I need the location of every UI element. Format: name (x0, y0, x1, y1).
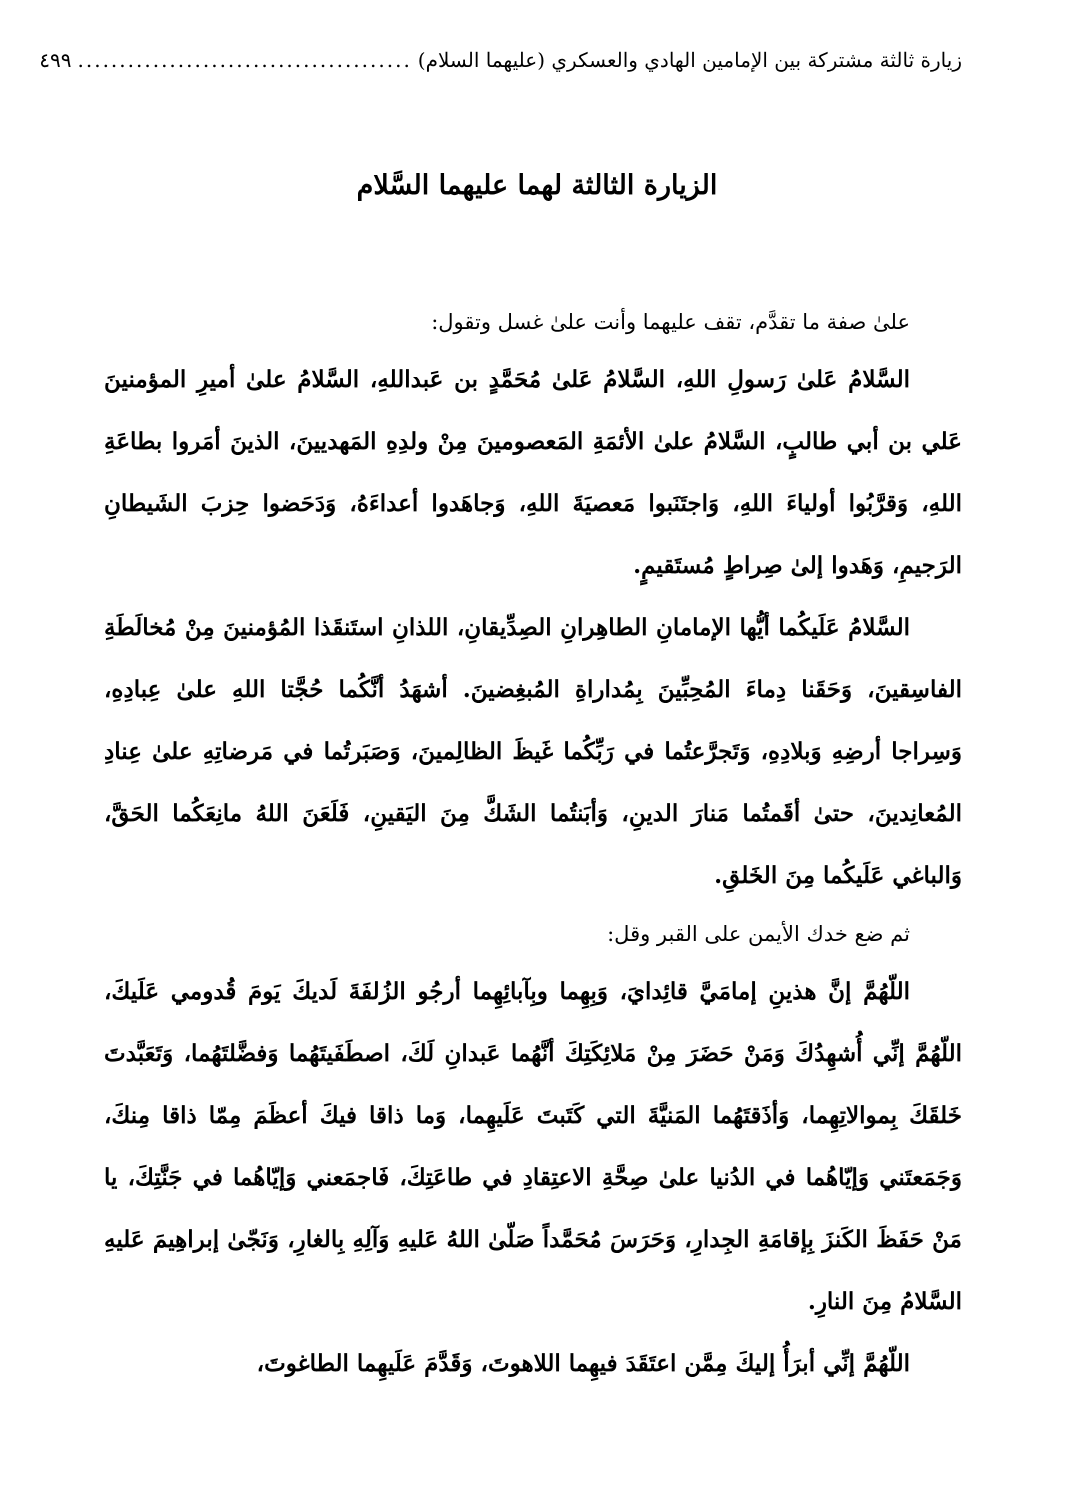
body-text (104, 295, 962, 1395)
page-number: ٤٩٩ (39, 48, 72, 72)
header-title: زيارة ثالثة مشتركة بين الإمامين الهادي والعسكري (عليهما السلام) (417, 48, 962, 72)
prayer-paragraph-2: السَّلامُ عَلَيكُما أيُّها الإمامانِ الطاهِرانِ الصِدِّيقانِ، اللذانِ استَنقَذا المُؤمنينَ مِنْ مُخالَطَةِ الفاسِقينَ، وَحَقَنا دِماءَ المُحِبِّينَ بِمُداراةِ المُبغِضينَ. أشهَدُ أنَّكُما حُجَّتا اللهِ علىٰ عِبادِهِ، وَسِراجا أرضِهِ وَبلادِهِ، وَتَجرَّعتُما في رَبِّكُما غَيظَ الظالِمينَ، وَصَبَرتُما في مَرضاتِهِ علىٰ عِنادِ المُعانِدينَ، حتىٰ أقَمتُما مَنارَ الدينِ، وَأبَنتُما الشَكَّ مِنَ اليَقينِ، فَلَعَنَ اللهُ مانِعَكُما الحَقَّ، وَالباغي عَلَيكُما مِنَ الخَلقِ. (104, 614, 962, 889)
instruction-1: علىٰ صفة ما تقدَّم، تقف عليهما وأنت علىٰ غسل وتقول: (431, 310, 910, 334)
prayer-paragraph-1: السَّلامُ عَلىٰ رَسولِ اللهِ، السَّلامُ عَلىٰ مُحَمَّدٍ بن عَبداللهِ، السَّلامُ علىٰ أميرِ المؤمنينَ عَلي بن أبي طالبٍ، السَّلامُ علىٰ الأئمَةِ المَعصومينَ مِنْ ولدِهِ المَهديينَ، الذينَ أمَروا بطاعَةِ اللهِ، وَقرَّبُوا أولياءَ اللهِ، وَاجتَنَبوا مَعصيَةَ اللهِ، وَجاهَدوا أعداءَهُ، وَدَحَضوا حِزبَ الشَيطانِ الرَجيمِ، وَهَدوا إلىٰ صِراطٍ مُستَقيمٍ. (104, 366, 962, 579)
dot-leader: ........................................ (77, 48, 412, 72)
prayer-paragraph-3: اللّهُمَّ إنَّ هذينِ إمامَيَّ قائِدايَ، وَبِهِما وبِآبائِهِما أرجُو الزُلفَةَ لَديكَ يَومَ قُدومي عَلَيكَ، اللّهُمَّ إنِّي أُشهِدُكَ وَمَنْ حَضَرَ مِنْ مَلائِكَتِكَ أنَّهُما عَبدانِ لَكَ، اصطَفَيتَهُما وَفضَّلتَهُما، وَتَعَبَّدتَ خَلقَكَ بِموالاتِهِما، وَأذَقتَهُما المَنيَّةَ التي كَتَبتَ عَلَيهِما، وَما ذاقا فيكَ أعظَمَ مِمّا ذاقا مِنكَ، وَجَمَعتَني وَإيّاهُما في الدُنيا علىٰ صِحَّةِ الاعتِقادِ في طاعَتِكَ، فَاجمَعني وَإيّاهُما في جَنَّتِكَ، يا مَنْ حَفَظَ الكَنزَ بِإقامَةِ الجِدارِ، وَحَرَسَ مُحَمَّداً صَلّىٰ اللهُ عَليهِ وَآلِهِ بِالغارِ، وَنَجّىٰ إبراهِيمَ عَليهِ السَّلامُ مِنَ النارِ. (104, 978, 962, 1315)
instruction-2: ثم ضع خدك الأيمن على القبر وقل: (607, 922, 910, 946)
section-title: الزيارة الثالثة لهما عليهما السَّلام (356, 170, 718, 201)
running-header (39, 40, 962, 80)
prayer-paragraph-4: اللّهُمَّ إنِّي أبرَأُ إليكَ مِمَّن اعتَقَدَ فيهِما اللاهوتَ، وَقَدَّمَ عَلَيهِما الطاغوتَ، (256, 1350, 910, 1377)
